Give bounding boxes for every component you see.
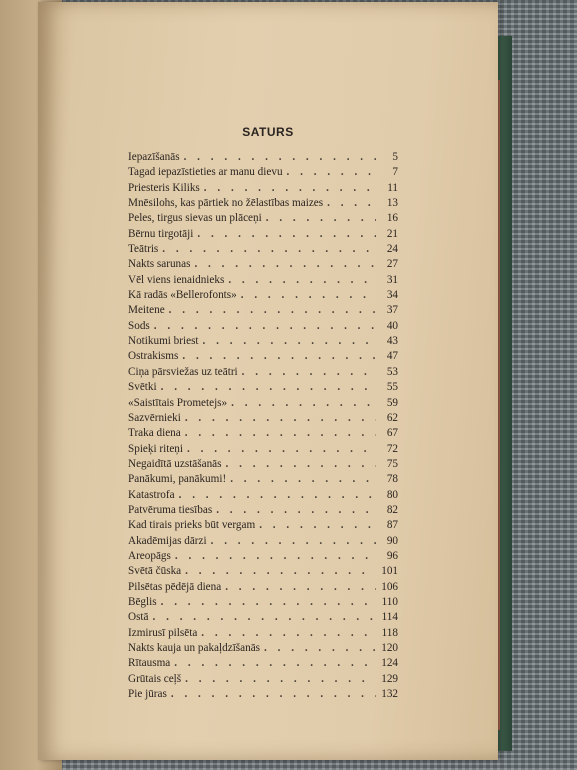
toc-entry [128, 564, 398, 579]
toc-leader-dots [153, 610, 376, 625]
toc-entry [128, 349, 398, 364]
toc-entry [128, 257, 398, 272]
toc-entry [128, 211, 398, 226]
toc-entry-title: Tagad iepazīstieties ar manu dievu [128, 166, 283, 179]
toc-entry-page: 82 [386, 503, 398, 516]
toc-entry-title: Vēl viens ienaidnieks [128, 273, 225, 286]
toc-entry-page: 5 [392, 151, 398, 163]
toc-entry-title: Traka diena [128, 427, 181, 440]
toc-entry [128, 365, 398, 380]
toc-leader-dots [169, 303, 376, 318]
toc-entry-page: 78 [386, 473, 398, 486]
toc-entry-page: 106 [381, 580, 398, 593]
toc-entry-title: Iepazīšanās [128, 151, 180, 163]
toc-leader-dots [185, 672, 376, 687]
toc-leader-dots [203, 334, 376, 349]
toc-entry-title: Nakts kauja un pakaļdzīšanās [128, 642, 261, 654]
toc-entry-page: 55 [386, 381, 398, 394]
toc-leader-dots [228, 273, 376, 288]
toc-entry [128, 426, 398, 441]
toc-entry [128, 442, 398, 457]
toc-entry-title: Notikumi briest [128, 335, 199, 348]
toc-entry-page: 31 [386, 273, 398, 286]
toc-entry [128, 288, 398, 303]
toc-entry [128, 273, 398, 288]
toc-leader-dots [211, 534, 376, 549]
toc-entry-title: Svētki [128, 381, 157, 394]
toc-entry-page: 11 [387, 181, 398, 194]
toc-entry-page: 124 [381, 657, 398, 670]
toc-entry-page: 129 [381, 672, 398, 685]
toc-entry [128, 242, 398, 257]
toc-entry [128, 380, 398, 395]
toc-entry [128, 319, 398, 334]
toc-entry-page: 90 [386, 534, 398, 547]
toc-leader-dots [185, 426, 376, 441]
toc-entry-title: Patvēruma tiesības [128, 503, 213, 516]
toc-entry-title: Kad tirais prieks būt vergam [128, 519, 256, 532]
toc-entry-page: 40 [386, 319, 398, 332]
toc-entry-page: 132 [381, 688, 398, 701]
toc-entry-title: Katastrofa [128, 488, 175, 501]
toc-entry-title: Bēglis [128, 595, 157, 608]
toc-entry-page: 110 [381, 595, 398, 608]
toc-leader-dots [175, 549, 376, 564]
toc-leader-dots [179, 488, 376, 503]
toc-entry-title: Areopāgs [128, 549, 171, 562]
toc-leader-dots [231, 396, 376, 411]
book-page [38, 2, 498, 760]
toc-leader-dots [226, 457, 376, 472]
toc-entry [128, 411, 398, 426]
toc-leader-dots [194, 257, 376, 272]
toc-leader-dots [197, 227, 376, 242]
toc-entry [128, 672, 398, 687]
toc-entry-title: Pie jūras [128, 688, 167, 701]
toc-entry-title: Priesteris Kiliks [128, 181, 200, 194]
toc-entry-page: 13 [386, 197, 398, 210]
toc-entry [128, 196, 398, 211]
toc-leader-dots [161, 595, 376, 610]
toc-entry-title: «Saistītais Prometejs» [128, 396, 228, 409]
toc-entry [128, 503, 398, 518]
toc-entry-page: 62 [386, 411, 398, 424]
toc-entry [128, 656, 398, 671]
toc-entry-title: Kā radās «Bellerofonts» [128, 289, 237, 302]
toc-entry-page: 75 [386, 457, 398, 470]
toc-entry-title: Mnēsilohs, kas pārtiek no žēlastības maizes [128, 197, 324, 210]
toc-entry [128, 549, 398, 564]
toc-leader-dots [185, 564, 376, 579]
toc-leader-dots [242, 365, 376, 380]
toc-entry [128, 641, 398, 656]
toc-entry [128, 580, 398, 595]
toc-entry-page: 118 [381, 626, 398, 639]
toc-entry-title: Izmirusī pilsēta [128, 626, 198, 639]
toc-entry-title: Meitene [128, 304, 165, 317]
toc-entry-page: 67 [386, 427, 398, 440]
toc-entry [128, 610, 398, 625]
toc-leader-dots [185, 411, 376, 426]
toc-leader-dots [184, 150, 376, 165]
toc-entry-title: Rītausma [128, 657, 171, 670]
toc-entry [128, 334, 398, 349]
toc-entry [128, 457, 398, 472]
toc-leader-dots [216, 503, 376, 518]
toc-entry-title: Pilsētas pēdējā diena [128, 580, 222, 593]
toc-entry [128, 181, 398, 196]
toc-leader-dots [264, 641, 376, 656]
toc-entry-page: 72 [386, 442, 398, 455]
toc-entry-title: Panākumi, panākumi! [128, 473, 227, 486]
toc-leader-dots [187, 442, 376, 457]
toc-entry [128, 303, 398, 318]
toc-entry [128, 150, 398, 165]
toc-entry [128, 396, 398, 411]
toc-entry-title: Nakts sarunas [128, 258, 191, 271]
toc-entry-page: 47 [386, 350, 398, 363]
toc-leader-dots [230, 472, 376, 487]
toc-entry [128, 165, 398, 180]
toc-entry-title: Bērnu tirgotāji [128, 227, 194, 240]
toc-entry-page: 34 [386, 289, 398, 302]
toc-leader-dots [241, 288, 376, 303]
table-of-contents [128, 150, 398, 702]
toc-leader-dots [182, 349, 376, 364]
toc-entry-page: 80 [386, 488, 398, 501]
toc-entry-page: 7 [392, 166, 398, 179]
toc-entry-page: 24 [386, 243, 398, 256]
toc-leader-dots [161, 380, 376, 395]
toc-leader-dots [287, 165, 376, 180]
toc-entry-title: Teātris [128, 243, 159, 256]
toc-entry-title: Akadēmijas dārzi [128, 534, 207, 547]
toc-entry-page: 120 [381, 642, 398, 654]
toc-leader-dots [225, 580, 376, 595]
toc-entry [128, 518, 398, 533]
toc-entry-page: 43 [386, 335, 398, 348]
contents-heading: SATURS [242, 125, 294, 139]
toc-entry-title: Svētā čūska [128, 565, 182, 578]
toc-leader-dots [201, 626, 376, 641]
toc-entry [128, 227, 398, 242]
toc-leader-dots [204, 181, 376, 196]
toc-entry-title: Sazvērnieki [128, 411, 181, 424]
toc-entry-page: 53 [386, 365, 398, 378]
toc-entry [128, 488, 398, 503]
toc-leader-dots [174, 656, 376, 671]
toc-entry-page: 37 [386, 304, 398, 317]
toc-entry [128, 626, 398, 641]
toc-entry [128, 687, 398, 702]
toc-entry-page: 27 [386, 258, 398, 271]
toc-leader-dots [259, 518, 376, 533]
toc-leader-dots [154, 319, 376, 334]
toc-entry-title: Negaidītā uzstāšanās [128, 457, 222, 470]
toc-leader-dots [171, 687, 376, 702]
toc-entry-page: 96 [386, 549, 398, 562]
toc-entry [128, 472, 398, 487]
toc-entry [128, 534, 398, 549]
toc-entry-page: 87 [386, 519, 398, 532]
toc-entry-title: Ostrakisms [128, 350, 179, 363]
toc-leader-dots [327, 196, 376, 211]
toc-entry-title: Grūtais ceļš [128, 672, 182, 685]
toc-entry-page: 114 [381, 611, 398, 624]
toc-leader-dots [162, 242, 376, 257]
toc-leader-dots [266, 211, 376, 226]
toc-entry-title: Ciņa pārsviežas uz teātri [128, 365, 238, 378]
toc-entry-title: Peles, tirgus sievas un plāceņi [128, 212, 262, 225]
toc-entry-page: 16 [386, 212, 398, 225]
toc-entry-title: Ostā [128, 611, 149, 624]
toc-entry-title: Sods [128, 319, 150, 332]
toc-entry [128, 595, 398, 610]
toc-entry-page: 101 [381, 565, 398, 578]
toc-entry-page: 59 [386, 396, 398, 409]
toc-entry-page: 21 [386, 227, 398, 240]
toc-entry-title: Spieķi riteņi [128, 442, 183, 455]
